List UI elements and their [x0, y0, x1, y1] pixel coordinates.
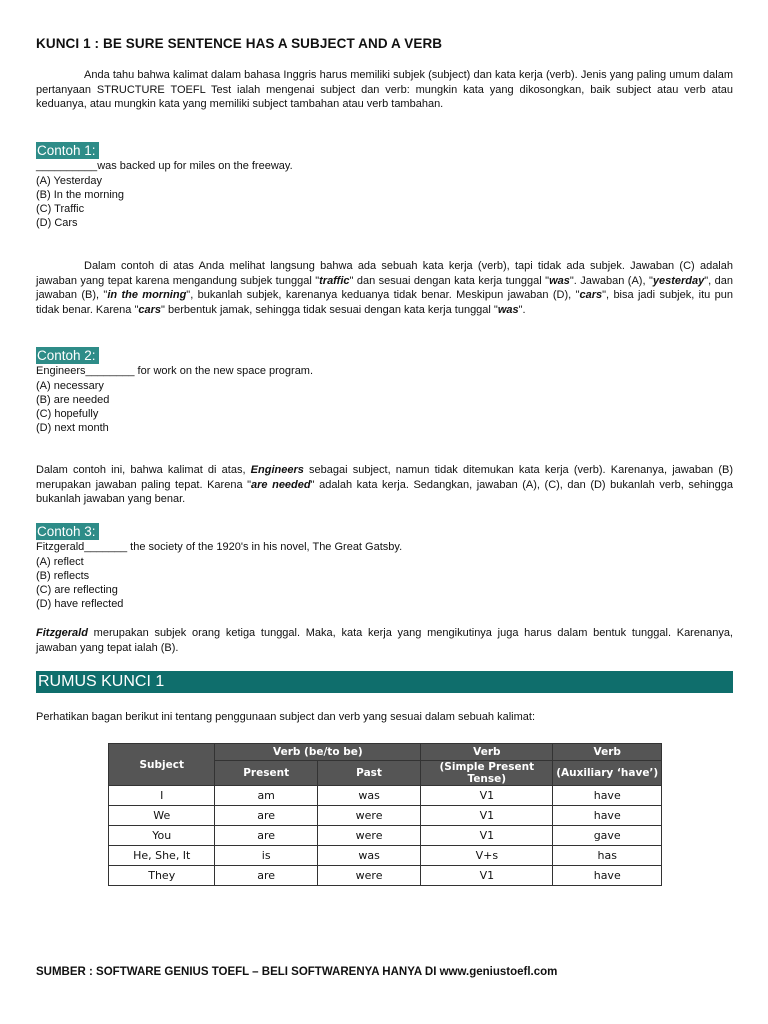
table-cell: have [553, 806, 662, 826]
example-3 [36, 523, 402, 612]
table-cell: was [317, 786, 420, 806]
example-3-heading: Contoh 3: [36, 523, 99, 540]
example-3-lead: Fitzgerald [36, 541, 85, 554]
example-2 [36, 347, 313, 436]
document-page [36, 0, 733, 1024]
example-3-option-d: (D) have reflected [36, 598, 124, 611]
example-1-question [36, 159, 293, 173]
example-3-option-a: (A) reflect [36, 555, 84, 568]
example-2-option-c: (C) hopefully [36, 408, 99, 421]
table-cell: They [109, 866, 215, 886]
table-row [109, 786, 662, 806]
example-1-option-b: (B) In the morning [36, 188, 125, 201]
example-3-question [36, 540, 402, 554]
table-cell: were [317, 866, 420, 886]
header-subject: Subject [109, 744, 215, 786]
table-cell: We [109, 806, 215, 826]
table-cell: was [317, 846, 420, 866]
intro-paragraph: Anda tahu bahwa kalimat dalam bahasa Inggris harus memiliki subjek (subject) dan kata kerja (verb). Jenis yang paling umum dalam pertanyaan STRUCTURE TOEFL Test ialah mengenai subject dan verb: mungkin kata yang dikosongkan, baik subject atau verb atau keduanya, atau mungkin kata yang memiliki subject tambahan atau verb tambahan. [36, 69, 733, 110]
table-cell: are [215, 806, 317, 826]
table-cell: V+s [421, 846, 553, 866]
header-verb-aux: Verb [553, 744, 662, 761]
header-verb-aux-sub: (Auxiliary ‘have’) [553, 761, 662, 786]
example-1-stem: was backed up for miles on the freeway. [97, 160, 293, 173]
example-1 [36, 142, 293, 231]
page-title: KUNCI 1 : BE SURE SENTENCE HAS A SUBJECT AND A VERB [36, 36, 443, 51]
table-cell: is [215, 846, 317, 866]
example-3-blank: _______ [84, 541, 128, 554]
table-cell: am [215, 786, 317, 806]
header-verb-simple-sub: (Simple Present Tense) [421, 761, 553, 786]
example-2-option-d: (D) next month [36, 422, 109, 435]
example-2-question [36, 364, 313, 378]
explanation-3: Fitzgerald merupakan subjek orang ketiga tunggal. Maka, kata kerja yang mengikutinya juga harus dalam bentuk tunggal. Karenanya, jawaban yang tepat ialah (B). [36, 627, 733, 654]
header-past: Past [317, 761, 420, 786]
footer-source: SUMBER : SOFTWARE GENIUS TOEFL – BELI SOFTWARENYA HANYA DI www.geniustoefl.com [36, 966, 558, 978]
table-row [109, 866, 662, 886]
table-cell: V1 [421, 826, 553, 846]
table-cell: V1 [421, 866, 553, 886]
explanation-1: Dalam contoh di atas Anda melihat langsung bahwa ada sebuah kata kerja (verb), tapi tidak ada subjek. Jawaban (C) adalah jawaban yang tepat karena mengandung subjek tunggal "traffic" dan sesuai dengan kata kerja tunggal "was". Jawaban (A), "yesterday", dan jawaban (B), "in the morning", bukanlah subjek, karenanya keduanya tidak benar. Meskipun jawaban (D), "cars", bisa jadi subjek, itu pun tidak benar. Karena "cars" berbentuk jamak, sehingga tidak sesuai dengan kata kerja tunggal "was". [36, 260, 734, 316]
example-2-heading: Contoh 2: [36, 347, 99, 364]
example-3-stem: the society of the 1920's in his novel, The Great Gatsby. [127, 541, 403, 554]
example-3-option-c: (C) are reflecting [36, 584, 118, 597]
table-row [109, 846, 662, 866]
section-banner: RUMUS KUNCI 1 [36, 671, 733, 693]
table-row [109, 806, 662, 826]
table-cell: were [317, 806, 420, 826]
example-2-lead: Engineers [36, 365, 86, 378]
example-1-heading: Contoh 1: [36, 142, 99, 159]
example-2-blank: ________ [85, 365, 135, 378]
table-cell: I [109, 786, 215, 806]
subject-verb-table [108, 743, 662, 886]
table-cell: has [553, 846, 662, 866]
table-cell: are [215, 826, 317, 846]
table-row [109, 826, 662, 846]
header-present: Present [215, 761, 317, 786]
example-3-option-b: (B) reflects [36, 569, 90, 582]
table-cell: were [317, 826, 420, 846]
example-1-blank: __________ [36, 160, 98, 173]
header-verb-be: Verb (be/to be) [215, 744, 421, 761]
header-verb-simple: Verb [421, 744, 553, 761]
example-2-option-b: (B) are needed [36, 393, 110, 406]
table-cell: are [215, 866, 317, 886]
table-cell: You [109, 826, 215, 846]
example-1-option-d: (D) Cars [36, 217, 78, 230]
example-2-stem: for work on the new space program. [134, 365, 314, 378]
example-2-option-a: (A) necessary [36, 379, 104, 392]
table-intro: Perhatikan bagan berikut ini tentang penggunaan subject dan verb yang sesuai dalam sebuah kalimat: [36, 711, 536, 723]
table-cell: He, She, It [109, 846, 215, 866]
table-cell: gave [553, 826, 662, 846]
table-body [109, 786, 662, 886]
table-cell: have [553, 866, 662, 886]
example-1-option-c: (C) Traffic [36, 203, 85, 216]
table-cell: V1 [421, 786, 553, 806]
explanation-2: Dalam contoh ini, bahwa kalimat di atas, Engineers sebagai subject, namun tidak ditemukan kata kerja (verb). Karenanya, jawaban (B) merupakan jawaban paling tepat. Karena "are needed" adalah kata kerja. Sedangkan, jawaban (A), (C), dan (D) bukanlah verb, sehingga bukanlah jawaban yang benar. [36, 464, 734, 505]
example-1-option-a: (A) Yesterday [36, 174, 103, 187]
table-cell: V1 [421, 806, 553, 826]
table-cell: have [553, 786, 662, 806]
